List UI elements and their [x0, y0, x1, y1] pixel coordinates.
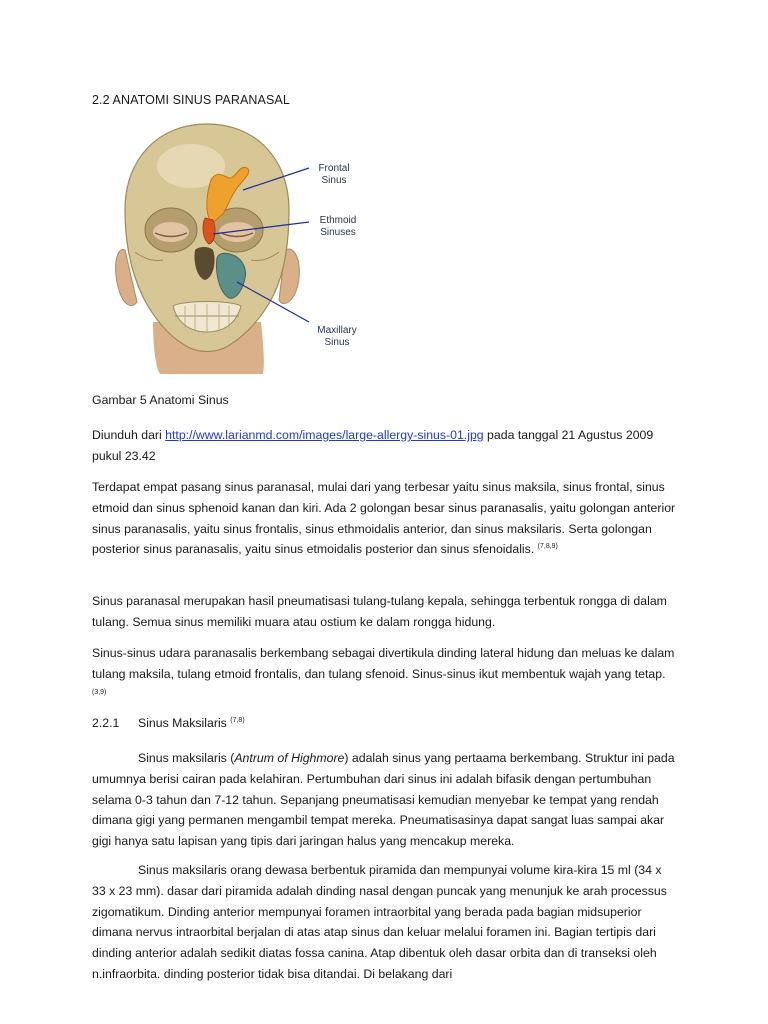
paragraph-3-text: Sinus-sinus udara paranasalis berkembang sebagai divertikula dinding lateral hidung dan meluas ke dalam tulang maksila, tulang etmoid frontalis, dan tulang sfenoid. Sinus-sinus ikut membentuk wajah yang tetap.: [92, 646, 675, 681]
paragraph-1-text: Terdapat empat pasang sinus paranasal, mulai dari yang terbesar yaitu sinus maksila, sinus frontal, sinus etmoid dan sinus sphenoid kanan dan kiri. Ada 2 golongan besar sinus paranasalis, yaitu golongan anterior sinus paranasalis, yaitu sinus frontalis, sinus ethmoidalis anterior, dan sinus maksilaris. Serta golongan posterior sinus paranasalis, yaitu sinus etmoidalis posterior dan sinus sfenoidalis.: [92, 480, 676, 557]
paragraph-4-a: Sinus maksilaris (: [138, 751, 235, 765]
paragraph-2-text: Sinus paranasal merupakan hasil pneumatisasi tulang-tulang kepala, sehingga terbentuk rongga di dalam tulang. Semua sinus memiliki muara atau ostium ke dalam rongga hidung.: [92, 594, 667, 629]
source-suffix: pada tanggal 21 Agustus 2009 pukul 23.42: [92, 428, 654, 463]
paragraph-3-ref: (3,9): [92, 688, 107, 696]
paragraph-4-italic: Antrum of Highmore: [234, 751, 345, 765]
left-eye: [153, 222, 189, 242]
subsection-title: Sinus Maksilaris: [138, 716, 227, 730]
paragraph-3: [92, 643, 677, 705]
subsection-heading: [92, 716, 245, 730]
source-link[interactable]: http://www.larianmd.com/images/large-allergy-sinus-01.jpg: [165, 428, 484, 442]
paragraph-5-text: Sinus maksilaris orang dewasa berbentuk piramida dan mempunyai volume kira-kira 15 ml (34 x 33 x 23 mm). dasar dari piramida adalah dinding nasal dengan puncak yang menunjuk ke arah processus zigomatikum. Dinding anterior mempunyai foramen intraorbital yang berada pada bagian midsuperior dimana nervus intraorbital berjalan di atas atap sinus dan keluar melalui foramen ini. Bagian tertipis dari dinding anterior adalah sedikit diatas fossa canina. Atap dibentuk oleh dasar orbita dan di transeksi oleh n.infraorbita. dinding posterior tidak bisa ditandai. Di belakang dari: [92, 863, 667, 981]
label-ethmoid-line2: Sinuses: [320, 227, 356, 238]
paragraph-4-b: ) adalah sinus yang pertaama berkembang. Struktur ini pada umumnya berisi cairan pada kelahiran. Pertumbuhan dari sinus ini adalah bifasik dengan pertumbuhan selama 0-3 tahun dan 7-12 tahun. Sepanjang pneumatisasi kemudian menyebar ke tempat yang rendah dimana gigi yang permanen mengambil tempat mereka. Pneumatisasinya dapat sangat luas sampai akar gigi hanya satu lapisan yang tipis dari jaringan halus yang mencakup mereka.: [92, 751, 675, 849]
label-frontal-line2: Sinus: [321, 175, 347, 186]
skull-illustration: [113, 122, 373, 374]
section-heading: 2.2 ANATOMI SINUS PARANASAL: [92, 93, 290, 107]
label-maxillary-line1: Maxillary: [317, 325, 357, 336]
figure-caption: Gambar 5 Anatomi Sinus: [92, 393, 229, 407]
subsection-ref: (7,8): [230, 716, 245, 724]
sinus-anatomy-figure: [113, 122, 373, 374]
label-maxillary-line2: Sinus: [324, 337, 350, 348]
source-line: [92, 425, 677, 467]
paragraph-1-ref: (7,8,9): [537, 543, 558, 551]
label-ethmoid-line1: Ethmoid: [319, 215, 357, 226]
label-frontal-line1: Frontal: [318, 163, 350, 174]
paragraph-4: [92, 748, 677, 852]
paragraph-5: [92, 860, 677, 985]
paragraph-2: [92, 591, 677, 633]
source-prefix: Diunduh dari: [92, 428, 166, 442]
subsection-number: 2.2.1: [92, 716, 120, 730]
paragraph-1: [92, 477, 677, 560]
